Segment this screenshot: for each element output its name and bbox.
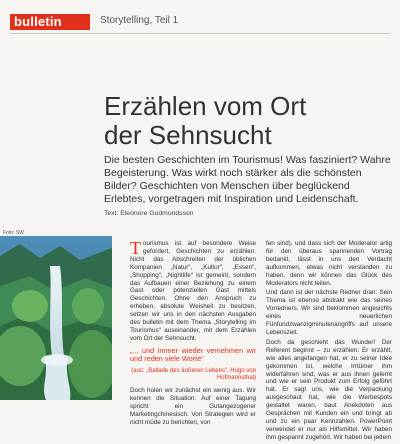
byline: Text: Eleonore Gudmundsson [104, 210, 194, 217]
paragraph: Doch holen wir zunächst ein wenig aus. Wir kennen die Situation: Auf einer Tagung spricht ein Gutangezogener Marketingchinesisch. Von Strategien wird er nicht müde zu berichten, von [130, 386, 256, 426]
paragraph: Und dann ist der nächste Redner dran: Sein Thema ist ebenso abstrakt wie das seines Vorredners. Wir sind beklommen angesichts eines neuerlichen Fünfundzwanzigminutenangriffs auf unsere Lebenszeit. [266, 289, 392, 336]
text-column-2 [266, 240, 392, 444]
paragraph [130, 240, 256, 343]
title-line-2: der Sehnsucht [104, 120, 272, 150]
photo-credit: Foto: SW [3, 230, 24, 236]
waterfall-photo [0, 236, 112, 400]
paragraph: fen sind), und dass sich der Moderator artig für den überaus spannenden Vortrag bedankt, lässt in uns den Verdacht aufkommen, etwas nicht verstanden zu haben, denn wir können das Glück des Moderators nicht teilen. [266, 240, 392, 287]
paragraph: Doch da geschieht das Wunder! Der Referent beginnt – zu erzählen: Er erzählt, wie alles angefangen hat, er zu seiner Idee gekommen ist, welche Irrtümer ihm widerfahren sind, was er aus ihnen gelernt und wie er sein Produkt zum Erfolg geführt hat. Er sagt uns, wie die Verpackung ausgeschaut hat, wie die Werbespots gestaltet waren, baut Anekdoten aus Gesprächen mit Kunden ein und bringt ab und zu ein paar Kennzahlen. PowerPoint verwendet er nur als Hilfsmittel. Wir haben ihm gespannt zugehört. Wir haben bei jedem [266, 338, 392, 441]
series-title: Storytelling, Teil 1 [100, 15, 179, 26]
masthead [10, 14, 390, 34]
title-line-1: Erzählen vom Ort [104, 91, 307, 121]
pull-quote: „... und immer wieder vernehmen wir und reden viele Worte“ [130, 345, 256, 364]
paragraph-text: ourismus ist auf besondere Weise gefordert, Geschichten zu erzählen. Nicht das Abschreiten der üblichen Kompanien „Natur“, „Kultur“, „Essen“, „Shopping“, „Nightlife“ ist gemeint, sondern das Aufbauen einer Beziehung zu einem Gast oder potenziellen Gast mittels Geschichten. Ohne den Anspruch zu erheben, absolute Weisheit zu besitzen, setzen wir uns in den nächsten Ausgaben des bulletin mit dem Thema „Storytelling im Tourismus“ auseinander, mit dem Erzählen vom Ort der Sehnsucht. [130, 240, 256, 342]
article-title [104, 92, 374, 150]
header-rule [10, 33, 390, 34]
brand-logo: bulletin [14, 14, 62, 29]
article-intro: Die besten Geschichten im Tourismus! Was fasziniert? Wahre Begeisterung. Was wirkt noch stärker als die schönsten Bilder? Geschichten von Menschen über beglückend Erlebtes, vorgetragen mit Inspiration und Leidenschaft. [104, 154, 391, 205]
text-column-1 [130, 240, 256, 429]
pull-quote-source: (aus: „Ballade des äußeren Lebens“, Hugo von Hofmannsthal) [131, 367, 256, 382]
drop-cap: T [130, 238, 141, 258]
brand-bar [10, 14, 90, 30]
